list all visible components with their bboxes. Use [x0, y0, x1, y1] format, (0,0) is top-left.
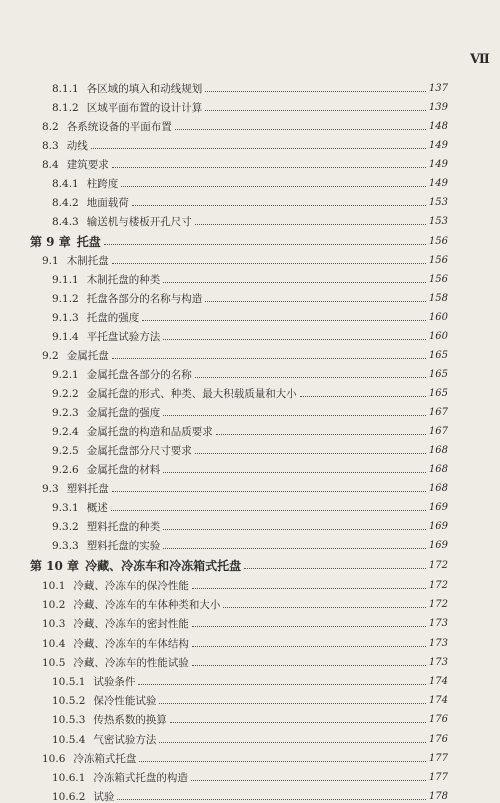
- toc-row: [42, 477, 448, 495]
- toc-entry-title: 冷冻箱式托盘的构造: [93, 772, 188, 784]
- dot-leader: [192, 618, 426, 627]
- page-number: Ⅶ: [470, 52, 489, 67]
- dot-leader: [195, 369, 426, 378]
- toc-entry-page: 169: [428, 540, 448, 551]
- toc-entry-page: 173: [428, 638, 448, 649]
- toc-entry-page: 160: [428, 312, 448, 323]
- toc-row: [42, 249, 448, 267]
- toc-entry-page: 165: [428, 388, 448, 399]
- toc-entry-title: 冷藏、冷冻车的保冷性能: [73, 580, 189, 592]
- dot-leader: [163, 331, 426, 340]
- toc-entry-page: 169: [428, 502, 448, 513]
- toc-entry-number: 9.1.2: [52, 293, 79, 305]
- toc-entry-page: 177: [428, 772, 448, 783]
- toc-row: [52, 439, 448, 457]
- toc-row: [52, 728, 448, 746]
- toc-entry-title: 塑料托盘的种类: [86, 521, 161, 533]
- dot-leader: [121, 178, 426, 187]
- toc-row: [52, 766, 448, 784]
- toc-row: [42, 344, 448, 362]
- dot-leader: [175, 121, 426, 130]
- toc-chapter-row: [30, 554, 448, 572]
- toc-row: [52, 363, 448, 381]
- toc-row: [52, 515, 448, 533]
- toc-row: [52, 382, 448, 400]
- toc-entry-number: 9.3.3: [52, 540, 79, 552]
- toc-row: [52, 325, 448, 343]
- toc-entry-number: 9.1.3: [52, 312, 79, 324]
- toc-entry-title: 金属托盘的材料: [86, 464, 161, 476]
- dot-leader: [205, 83, 426, 92]
- dot-leader: [139, 753, 426, 762]
- toc-entry-number: 10.5: [42, 657, 66, 669]
- toc-entry-page: 167: [428, 407, 448, 418]
- toc-entry-page: 173: [428, 657, 448, 668]
- toc-entry-page: 158: [428, 293, 448, 304]
- toc-entry-title: 试验条件: [93, 676, 136, 688]
- toc-entry-title: 冷藏、冷冻车的车体结构: [73, 638, 189, 650]
- dot-leader: [132, 197, 426, 206]
- toc-entry-number: 第 9 章: [30, 235, 71, 249]
- toc-row: [42, 593, 448, 611]
- toc-entry-title: 动线: [66, 140, 88, 152]
- toc-entry-page: 160: [428, 331, 448, 342]
- toc-entry-title: 平托盘试验方法: [86, 331, 161, 343]
- toc-row: [52, 191, 448, 209]
- toc-entry-number: 10.3: [42, 618, 66, 630]
- dot-leader: [195, 445, 426, 454]
- toc-chapter-row: [30, 230, 448, 248]
- toc-entry-page: 167: [428, 426, 448, 437]
- toc-entry-title: 试验: [93, 791, 115, 803]
- dot-leader: [192, 657, 426, 666]
- toc-entry-number: 9.2.1: [52, 369, 79, 381]
- toc-entry-page: 153: [428, 197, 448, 208]
- toc-entry-title: 概述: [86, 502, 108, 514]
- toc-row: [52, 670, 448, 688]
- dot-leader: [205, 293, 426, 302]
- dot-leader: [205, 102, 426, 111]
- toc-entry-title: 冷冻箱式托盘: [73, 753, 137, 765]
- toc-entry-title: 各区域的填入和动线规划: [86, 83, 203, 95]
- toc-entry-number: 9.1: [42, 255, 59, 267]
- toc-row: [42, 651, 448, 669]
- toc-row: [52, 534, 448, 552]
- dot-leader: [159, 734, 426, 743]
- toc-entry-page: 173: [428, 618, 448, 629]
- toc-entry-number: 8.1.2: [52, 102, 79, 114]
- toc-row: [42, 612, 448, 630]
- toc-entry-number: 10.5.1: [52, 676, 86, 688]
- toc-entry-page: 172: [428, 560, 448, 571]
- toc-entry-title: 冷藏、冷冻车的车体种类和大小: [73, 599, 221, 611]
- toc-entry-page: 168: [428, 464, 448, 475]
- toc-row: [52, 420, 448, 438]
- toc-entry-page: 156: [428, 255, 448, 266]
- toc-entry-title: 金属托盘的强度: [86, 407, 161, 419]
- toc-row: [52, 496, 448, 514]
- toc-row: [52, 306, 448, 324]
- toc-entry-title: 木制托盘: [66, 255, 109, 267]
- toc-entry-title: 塑料托盘: [66, 483, 109, 495]
- dot-leader: [163, 540, 426, 549]
- toc-entry-number: 10.5.2: [52, 695, 86, 707]
- toc-entry-page: 168: [428, 483, 448, 494]
- toc-entry-title: 金属托盘的形式、种类、最大积载质量和大小: [86, 388, 297, 400]
- toc-entry-page: 149: [428, 159, 448, 170]
- toc-entry-title: 各系统设备的平面布置: [66, 121, 172, 133]
- toc-entry-page: 172: [428, 580, 448, 591]
- toc-entry-number: 8.4: [42, 159, 59, 171]
- toc-row: [52, 96, 448, 114]
- dot-leader: [104, 236, 426, 245]
- toc-entry-title: 建筑要求: [66, 159, 109, 171]
- toc-entry-number: 9.2.3: [52, 407, 79, 419]
- dot-leader: [191, 772, 426, 781]
- toc-entry-number: 10.6.1: [52, 772, 86, 784]
- toc-entry-page: 177: [428, 753, 448, 764]
- dot-leader: [91, 140, 426, 149]
- dot-leader: [223, 599, 426, 608]
- dot-leader: [138, 676, 426, 685]
- toc-entry-number: 10.5.3: [52, 714, 86, 726]
- toc-row: [52, 172, 448, 190]
- dot-leader: [112, 350, 426, 359]
- toc-entry-title: 托盘: [76, 235, 101, 249]
- toc-row: [42, 153, 448, 171]
- toc-entry-title: 地面载荷: [86, 197, 129, 209]
- toc-entry-number: 10.6: [42, 753, 66, 765]
- toc-entry-page: 168: [428, 445, 448, 456]
- toc-entry-page: 169: [428, 521, 448, 532]
- toc-entry-page: 156: [428, 274, 448, 285]
- toc-entry-title: 冷藏、冷冻车的性能试验: [73, 657, 189, 669]
- toc-row: [42, 115, 448, 133]
- toc-entry-number: 9.2: [42, 350, 59, 362]
- toc-entry-page: 176: [428, 734, 448, 745]
- toc-entry-number: 8.2: [42, 121, 59, 133]
- toc-entry-title: 金属托盘的构造和品质要求: [86, 426, 213, 438]
- dot-leader: [244, 560, 426, 569]
- toc-entry-number: 10.1: [42, 580, 66, 592]
- toc-row: [52, 689, 448, 707]
- toc-entry-page: 165: [428, 369, 448, 380]
- toc-entry-number: 8.4.1: [52, 178, 79, 190]
- toc-entry-title: 冷藏、冷冻车的密封性能: [73, 618, 189, 630]
- toc-entry-title: 木制托盘的种类: [86, 274, 161, 286]
- dot-leader: [163, 521, 426, 530]
- toc-entry-title: 托盘各部分的名称与构造: [86, 293, 203, 305]
- toc-entry-number: 9.3.2: [52, 521, 79, 533]
- toc-entry-number: 9.2.6: [52, 464, 79, 476]
- toc-entry-number: 8.1.1: [52, 83, 79, 95]
- dot-leader: [163, 274, 426, 283]
- toc-entry-title: 金属托盘各部分的名称: [86, 369, 192, 381]
- toc-entry-page: 137: [428, 83, 448, 94]
- toc-entry-number: 第 10 章: [30, 559, 80, 573]
- dot-leader: [192, 580, 426, 589]
- dot-leader: [112, 255, 426, 264]
- toc-entry-page: 172: [428, 599, 448, 610]
- toc-entry-title: 金属托盘部分尺寸要求: [86, 445, 192, 457]
- dot-leader: [163, 407, 426, 416]
- dot-leader: [112, 159, 426, 168]
- toc-entry-number: 9.2.5: [52, 445, 79, 457]
- toc-entry-number: 9.3.1: [52, 502, 79, 514]
- toc-entry-title: 金属托盘: [66, 350, 109, 362]
- toc-entry-title: 托盘的强度: [86, 312, 140, 324]
- toc-row: [52, 708, 448, 726]
- toc-entry-title: 保冷性能试验: [93, 695, 157, 707]
- toc-entry-page: 165: [428, 350, 448, 361]
- toc-entry-page: 174: [428, 695, 448, 706]
- toc-entry-page: 149: [428, 178, 448, 189]
- toc-entry-page: 174: [428, 676, 448, 687]
- dot-leader: [216, 426, 426, 435]
- dot-leader: [142, 312, 426, 321]
- toc-entry-number: 10.5.4: [52, 734, 86, 746]
- dot-leader: [159, 695, 426, 704]
- toc-entry-number: 10.2: [42, 599, 66, 611]
- dot-leader: [112, 483, 426, 492]
- toc-row: [52, 210, 448, 228]
- toc-row: [52, 458, 448, 476]
- dot-leader: [111, 502, 426, 511]
- toc-entry-title: 柱跨度: [86, 178, 119, 190]
- toc-entry-page: 149: [428, 140, 448, 151]
- toc-entry-number: 9.2.2: [52, 388, 79, 400]
- dot-leader: [192, 638, 426, 647]
- toc-entry-title: 区域平面布置的设计计算: [86, 102, 203, 114]
- toc-entry-title: 输送机与楼板开孔尺寸: [86, 216, 192, 228]
- toc-row: [52, 785, 448, 803]
- toc-entry-number: 10.4: [42, 638, 66, 650]
- toc-entry-number: 8.3: [42, 140, 59, 152]
- toc-entry-title: 传热系数的换算: [93, 714, 167, 726]
- toc-entry-number: 9.1.1: [52, 274, 79, 286]
- toc-entry-page: 176: [428, 714, 448, 725]
- toc-entry-page: 156: [428, 236, 448, 247]
- dot-leader: [300, 388, 426, 397]
- dot-leader: [170, 714, 426, 723]
- toc-entry-title: 塑料托盘的实验: [86, 540, 161, 552]
- toc-entry-title: 冷藏、冷冻车和冷冻箱式托盘: [85, 559, 242, 573]
- toc-entry-page: 153: [428, 216, 448, 227]
- toc-entry-page: 139: [428, 102, 448, 113]
- toc-entry-number: 8.4.3: [52, 216, 79, 228]
- dot-leader: [163, 464, 426, 473]
- toc-entry-number: 9.2.4: [52, 426, 79, 438]
- toc-entry-page: 148: [428, 121, 448, 132]
- toc-row: [42, 574, 448, 592]
- toc-entry-title: 气密试验方法: [93, 734, 157, 746]
- toc-row: [52, 268, 448, 286]
- toc-entry-number: 10.6.2: [52, 791, 86, 803]
- dot-leader: [117, 791, 426, 800]
- toc-entry-number: 9.3: [42, 483, 59, 495]
- dot-leader: [195, 216, 426, 225]
- toc-entry-number: 8.4.2: [52, 197, 79, 209]
- toc-row: [52, 77, 448, 95]
- toc-entry-number: 9.1.4: [52, 331, 79, 343]
- toc-row: [42, 632, 448, 650]
- toc-row: [52, 287, 448, 305]
- toc-row: [52, 401, 448, 419]
- toc-row: [42, 134, 448, 152]
- toc-entry-page: 178: [428, 791, 448, 802]
